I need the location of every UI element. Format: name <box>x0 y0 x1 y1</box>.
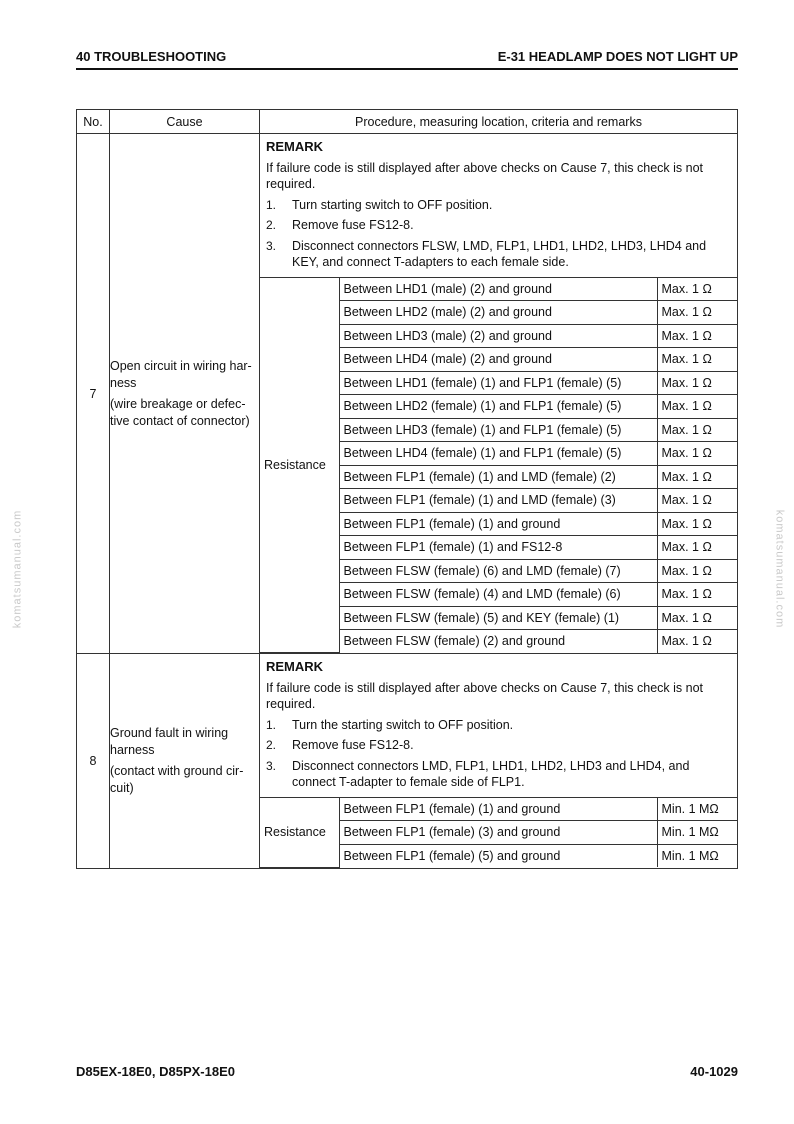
procedure-cell <box>260 654 738 869</box>
model-footer: D85EX-18E0, D85PX-18E0 <box>76 1064 235 1079</box>
measurement-location: Between LHD1 (female) (1) and FLP1 (female) (5) <box>339 371 657 395</box>
measurement-location: Between FLP1 (female) (1) and LMD (female) (3) <box>339 489 657 513</box>
step-number: 3. <box>266 758 277 773</box>
cause-cell <box>110 654 260 869</box>
cause-text: cuit) <box>110 780 134 795</box>
step-text: Disconnect connectors LMD, FLP1, LHD1, LHD2, LHD3 and LHD4, and connect T-adapter to female side of FLP1. <box>292 758 690 789</box>
procedure-step <box>266 717 731 734</box>
measurement-criteria: Max. 1 Ω <box>657 512 737 536</box>
step-number: 2. <box>266 218 277 232</box>
measurement-criteria: Max. 1 Ω <box>657 583 737 607</box>
measurement-criteria: Max. 1 Ω <box>657 442 737 466</box>
remark-block <box>260 654 737 797</box>
measurement-row <box>260 277 737 301</box>
procedure-step <box>266 758 731 791</box>
measurement-criteria: Max. 1 Ω <box>657 489 737 513</box>
measurement-criteria: Min. 1 MΩ <box>657 844 737 867</box>
header-rule <box>76 68 738 70</box>
measurement-criteria: Min. 1 MΩ <box>657 797 737 821</box>
remark-block <box>260 134 737 277</box>
measurement-criteria: Max. 1 Ω <box>657 301 737 325</box>
cause-text: ness <box>110 375 137 390</box>
header-cause: Cause <box>110 110 260 134</box>
cause-text: tive contact of connector) <box>110 413 250 428</box>
step-number: 2. <box>266 738 277 752</box>
remark-text: If failure code is still displayed after above checks on Cause 7, this check is not required. <box>266 160 704 191</box>
measurement-location: Between LHD1 (male) (2) and ground <box>339 277 657 301</box>
remark-text: If failure code is still displayed after above checks on Cause 7, this check is not required. <box>266 680 704 711</box>
measurement-location: Between FLP1 (female) (1) and LMD (female) (2) <box>339 465 657 489</box>
table-header-row <box>77 110 738 134</box>
measurement-location: Between FLP1 (female) (1) and ground <box>339 797 657 821</box>
page-topic-title: E-31 HEADLAMP DOES NOT LIGHT UP <box>497 49 738 64</box>
measurement-table <box>260 797 737 868</box>
measurement-criteria: Max. 1 Ω <box>657 465 737 489</box>
measurement-criteria: Max. 1 Ω <box>657 559 737 583</box>
watermark-right: komatsumanual.com <box>772 509 785 629</box>
measurement-location: Between FLSW (female) (2) and ground <box>339 630 657 653</box>
page-number: 40-1029 <box>690 1064 738 1079</box>
row-number: 8 <box>77 654 110 869</box>
cause-text: Ground fault in wiring <box>110 725 229 740</box>
measurement-criteria: Max. 1 Ω <box>657 606 737 630</box>
measurement-location: Between FLSW (female) (4) and LMD (female) (6) <box>339 583 657 607</box>
procedure-step <box>266 238 731 271</box>
troubleshooting-table <box>76 109 738 869</box>
measurement-criteria: Max. 1 Ω <box>657 277 737 301</box>
measurement-location: Between FLP1 (female) (1) and ground <box>339 512 657 536</box>
measurement-location: Between LHD2 (female) (1) and FLP1 (female) (5) <box>339 395 657 419</box>
measurement-criteria: Max. 1 Ω <box>657 395 737 419</box>
step-text: Turn the starting switch to OFF position. <box>292 717 514 732</box>
procedure-step <box>266 197 731 214</box>
measurement-label: Resistance <box>260 797 339 867</box>
remark-title: REMARK <box>266 659 324 674</box>
measurement-criteria: Max. 1 Ω <box>657 536 737 560</box>
measurement-location: Between FLSW (female) (5) and KEY (female) (1) <box>339 606 657 630</box>
measurement-location: Between FLP1 (female) (3) and ground <box>339 821 657 845</box>
remark-title: REMARK <box>266 139 324 154</box>
measurement-location: Between FLSW (female) (6) and LMD (female) (7) <box>339 559 657 583</box>
measurement-criteria: Max. 1 Ω <box>657 371 737 395</box>
measurement-location: Between FLP1 (female) (5) and ground <box>339 844 657 867</box>
step-number: 3. <box>266 238 277 253</box>
cause-text: Open circuit in wiring har- <box>110 358 252 373</box>
measurement-criteria: Max. 1 Ω <box>657 630 737 653</box>
measurement-location: Between LHD4 (female) (1) and FLP1 (female) (5) <box>339 442 657 466</box>
cause-text: harness <box>110 742 155 757</box>
measurement-location: Between LHD2 (male) (2) and ground <box>339 301 657 325</box>
measurement-label: Resistance <box>260 277 339 653</box>
step-number: 1. <box>266 197 277 212</box>
watermark-left: komatsumanual.com <box>11 509 24 629</box>
table-row <box>77 654 738 869</box>
measurement-row <box>260 797 737 821</box>
step-text: Remove fuse FS12-8. <box>292 218 414 232</box>
header-no: No. <box>77 110 110 134</box>
procedure-cell <box>260 134 738 654</box>
cause-text: (contact with ground cir- <box>110 763 244 778</box>
procedure-step <box>266 217 731 234</box>
cause-text: (wire breakage or defec- <box>110 396 246 411</box>
measurement-criteria: Max. 1 Ω <box>657 324 737 348</box>
step-number: 1. <box>266 717 277 732</box>
measurement-criteria: Min. 1 MΩ <box>657 821 737 845</box>
section-title: 40 TROUBLESHOOTING <box>76 49 227 64</box>
step-text: Remove fuse FS12-8. <box>292 738 414 752</box>
procedure-step <box>266 737 731 754</box>
table-row <box>77 134 738 654</box>
measurement-table <box>260 277 737 654</box>
cause-cell <box>110 134 260 654</box>
step-text: Disconnect connectors FLSW, LMD, FLP1, LHD1, LHD2, LHD3, LHD4 and KEY, and connect T-adapters to each female side. <box>292 238 707 269</box>
measurement-criteria: Max. 1 Ω <box>657 418 737 442</box>
measurement-location: Between FLP1 (female) (1) and FS12-8 <box>339 536 657 560</box>
measurement-location: Between LHD3 (male) (2) and ground <box>339 324 657 348</box>
measurement-location: Between LHD4 (male) (2) and ground <box>339 348 657 372</box>
row-number: 7 <box>77 134 110 654</box>
measurement-criteria: Max. 1 Ω <box>657 348 737 372</box>
step-text: Turn starting switch to OFF position. <box>292 197 493 212</box>
measurement-location: Between LHD3 (female) (1) and FLP1 (female) (5) <box>339 418 657 442</box>
header-procedure: Procedure, measuring location, criteria and remarks <box>260 110 738 134</box>
